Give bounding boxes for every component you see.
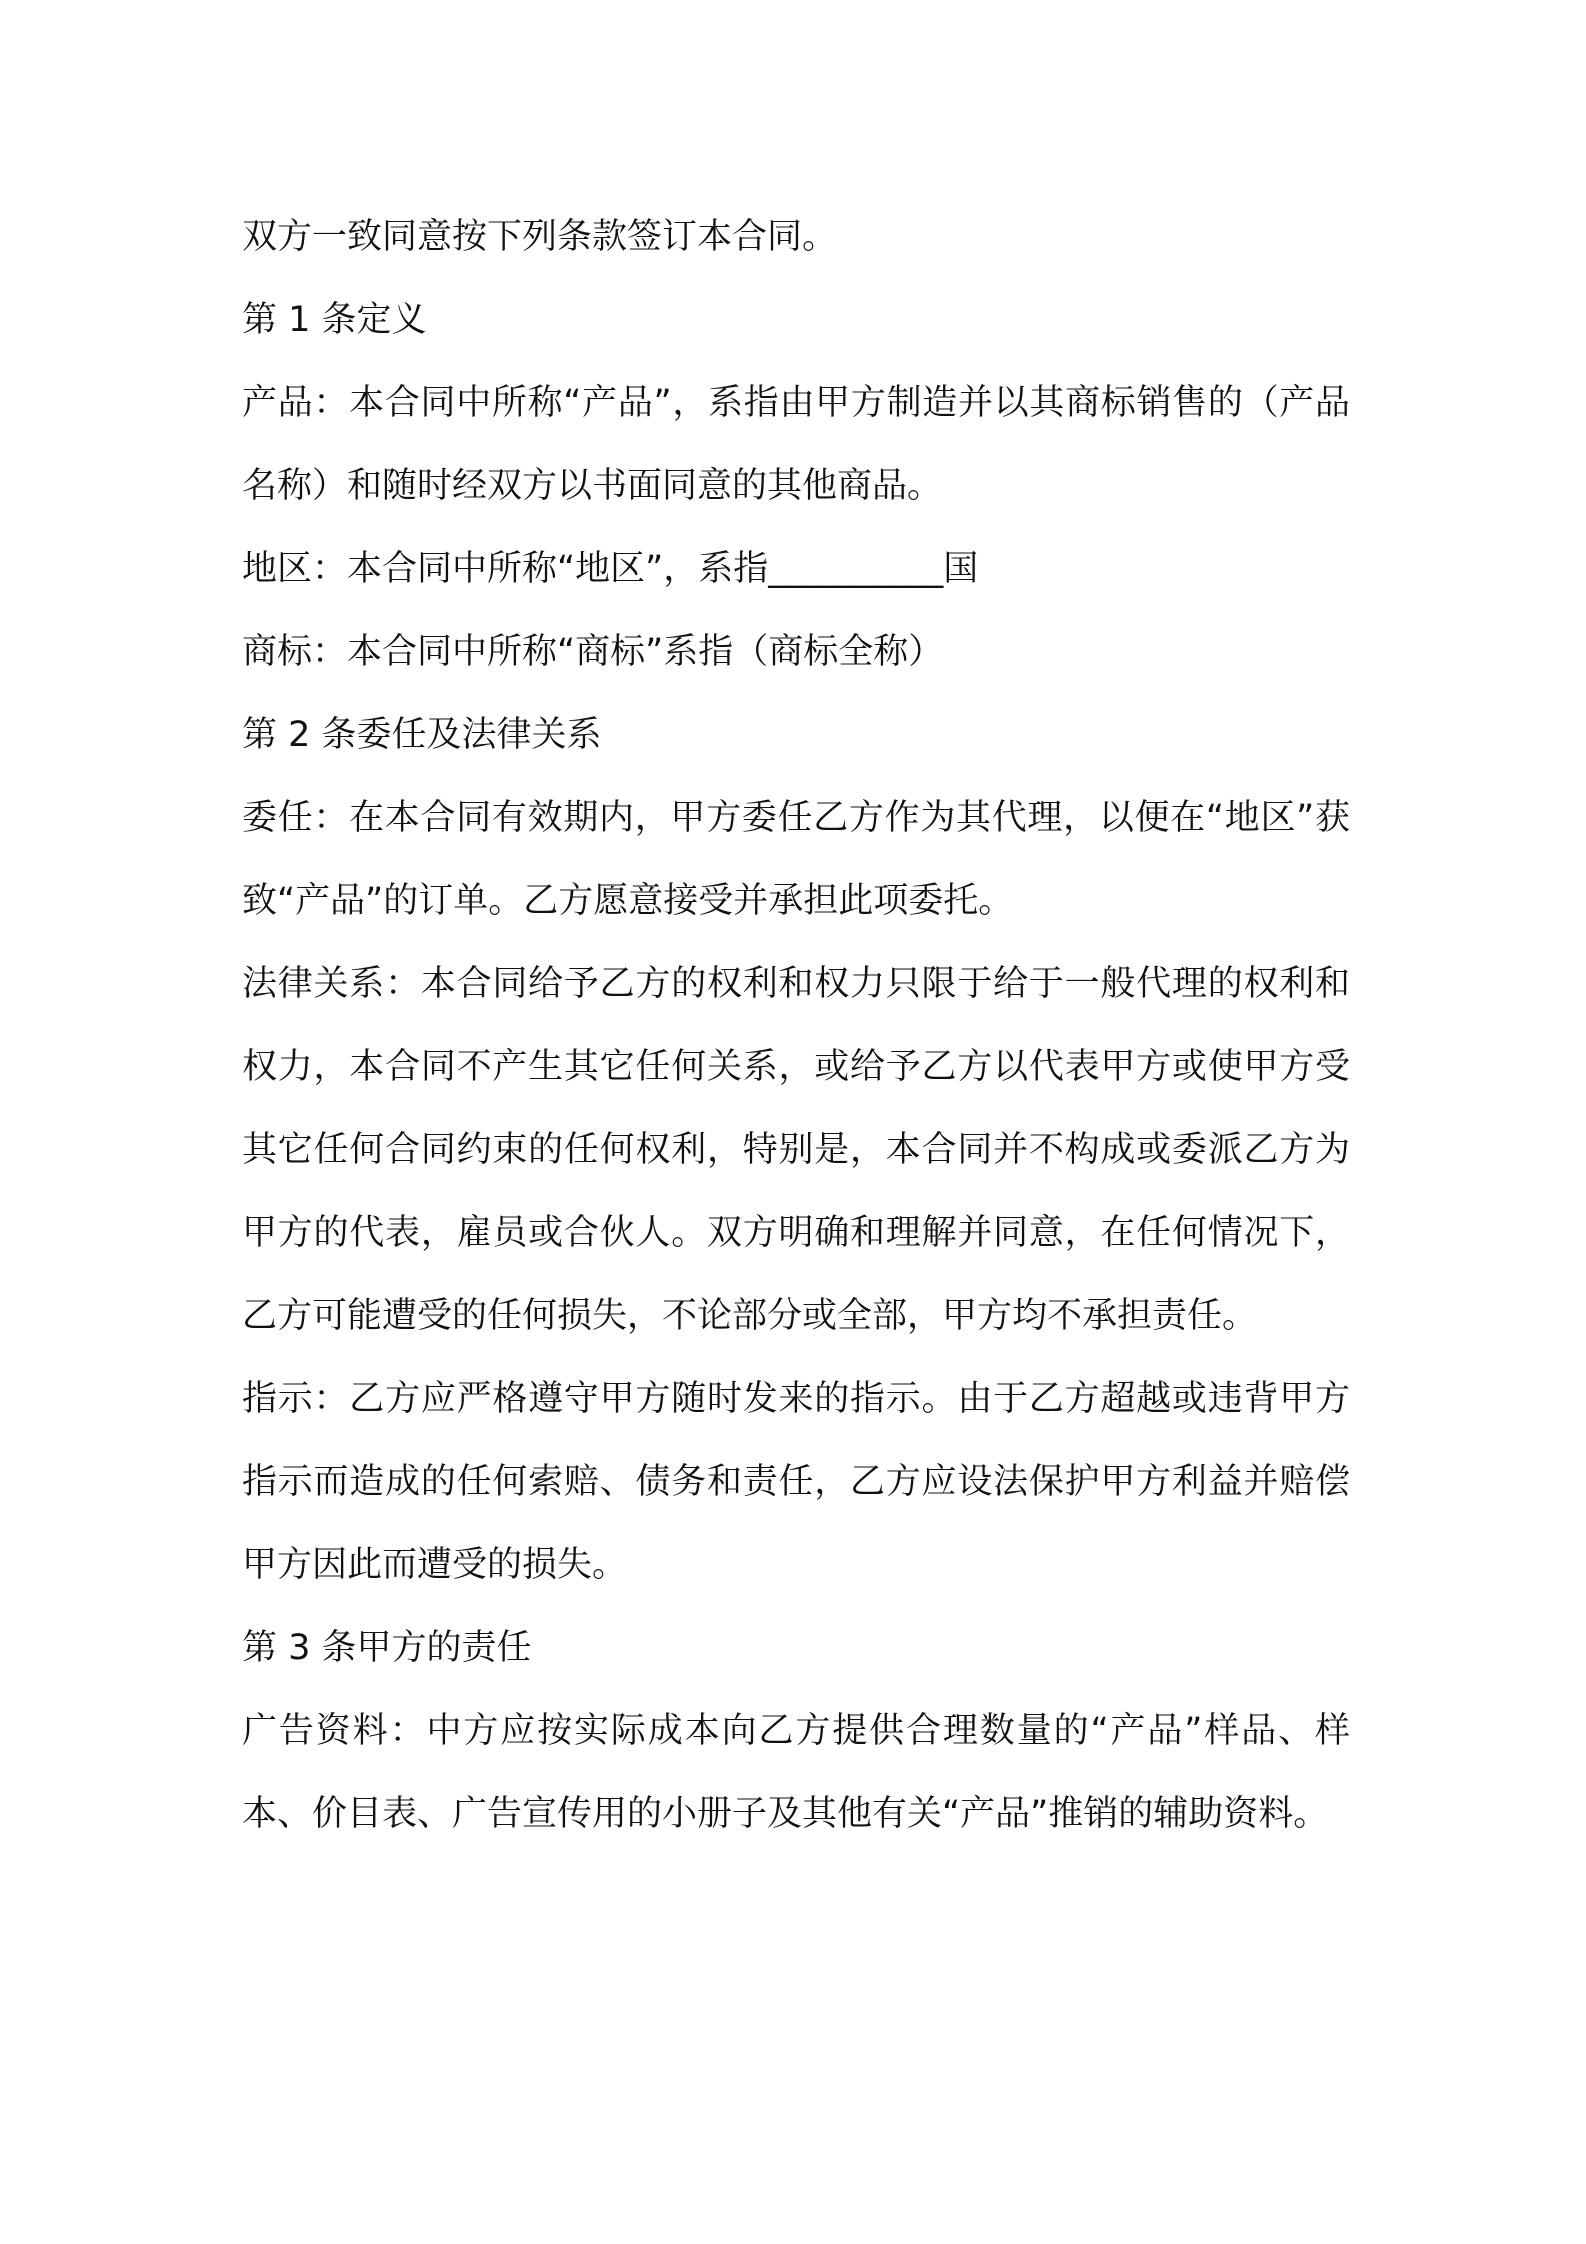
article-3-heading: 第 3 条甲方的责任 (242, 1628, 532, 1668)
definition-product-paragraph: 产品：本合同中所称“产品”，系指由甲方制造并以其商标销售的（产品名称）和随时经双方以书面同意的其他商品。 (242, 383, 1350, 506)
instructions-paragraph: 指示：乙方应严格遵守甲方随时发来的指示。由于乙方超越或违背甲方指示而造成的任何索赔、债务和责任，乙方应设法保护甲方利益并赔偿甲方因此而遭受的损失。 (242, 1379, 1350, 1585)
legal-relationship-paragraph: 法律关系：本合同给予乙方的权利和权力只限于给于一般代理的权利和权力，本合同不产生其它任何关系，或给予乙方以代表甲方或使甲方受其它任何合同约束的任何权利，特别是，本合同并不构成或委派乙方为甲方的代表，雇员或合伙人。双方明确和理解并同意，在任何情况下，乙方可能遭受的任何损失，不论部分或全部，甲方均不承担责任。 (242, 964, 1350, 1336)
definition-territory-paragraph: 地区：本合同中所称“地区”，系指__________国 (242, 549, 979, 589)
article-1-heading: 第 1 条定义 (242, 300, 427, 340)
article-2-heading: 第 2 条委任及法律关系 (242, 715, 602, 755)
document-body (242, 196, 1350, 1856)
appointment-paragraph: 委任：在本合同有效期内，甲方委任乙方作为其代理，以便在“地区”获致“产品”的订单。乙方愿意接受并承担此项委托。 (242, 798, 1350, 921)
advertising-materials-paragraph: 广告资料：中方应按实际成本向乙方提供合理数量的“产品”样品、样本、价目表、广告宣传用的小册子及其他有关“产品”推销的辅助资料。 (242, 1711, 1350, 1834)
definition-trademark-paragraph: 商标：本合同中所称“商标”系指（商标全称） (242, 632, 944, 672)
intro-paragraph: 双方一致同意按下列条款签订本合同。 (242, 217, 838, 257)
